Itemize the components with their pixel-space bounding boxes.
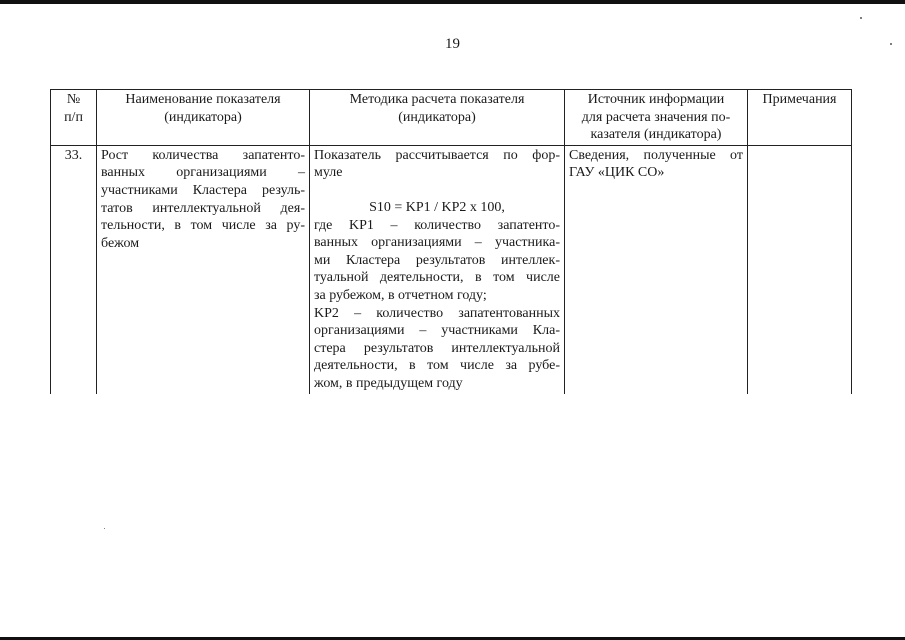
header-indicator-name: Наименование показателя (индикатора) — [97, 90, 310, 146]
indicators-table — [50, 89, 852, 394]
indicator-name-line: ванных организациями – — [101, 165, 305, 181]
method-line: Показатель рассчитывается по фор- — [314, 147, 560, 163]
page-number: 19 — [445, 36, 460, 52]
method-line: туальной деятельности, в том числе — [314, 270, 560, 286]
scan-speck — [860, 17, 862, 19]
table-row — [51, 145, 852, 393]
notes-cell — [748, 145, 852, 393]
indicator-name-line: татов интеллектуальной дея- — [101, 200, 305, 216]
information-source-cell — [565, 145, 748, 393]
formula-spacing — [314, 182, 560, 199]
method-line: ванных организациями – участника- — [314, 235, 560, 251]
indicator-name-line: Рост количества запатенто- — [101, 147, 305, 163]
row-number: 33. — [51, 145, 97, 393]
header-calculation-method: Методика расчета показателя (индикатора) — [310, 90, 565, 146]
header-information-source: Источник информации для расчета значения по- казателя (индикатора) — [565, 90, 748, 146]
method-line: за рубежом, в отчетном году; — [314, 287, 487, 303]
scan-speck — [104, 528, 105, 529]
method-line: ми Кластера результатов интеллек- — [314, 252, 560, 268]
method-line: организациями – участниками Кла- — [314, 323, 560, 339]
method-line: стера результатов интеллектуальной — [314, 340, 560, 356]
formula: S10 = KP1 / KP2 x 100, — [369, 199, 505, 215]
source-line: ГАУ «ЦИК СО» — [569, 165, 665, 181]
method-line: KP2 – количество запатентованных — [314, 305, 560, 321]
header-notes: Примечания — [748, 90, 852, 146]
scan-top-edge — [0, 0, 905, 4]
indicator-name-line: тельности, в том числе за ру- — [101, 218, 305, 234]
method-line: деятельности, в том числе за рубе- — [314, 358, 560, 374]
indicator-name-line: участниками Кластера резуль- — [101, 182, 305, 198]
method-line: муле — [314, 165, 343, 181]
method-line: где KP1 – количество запатенто- — [314, 217, 560, 233]
indicator-name-cell — [97, 145, 310, 393]
table-header-row — [51, 90, 852, 146]
calculation-method-cell — [310, 145, 565, 393]
header-number: № п/п — [51, 90, 97, 146]
indicator-name-line: бежом — [101, 235, 140, 251]
source-line: Сведения, полученные от — [569, 147, 743, 163]
method-line: жом, в предыдущем году — [314, 375, 463, 391]
